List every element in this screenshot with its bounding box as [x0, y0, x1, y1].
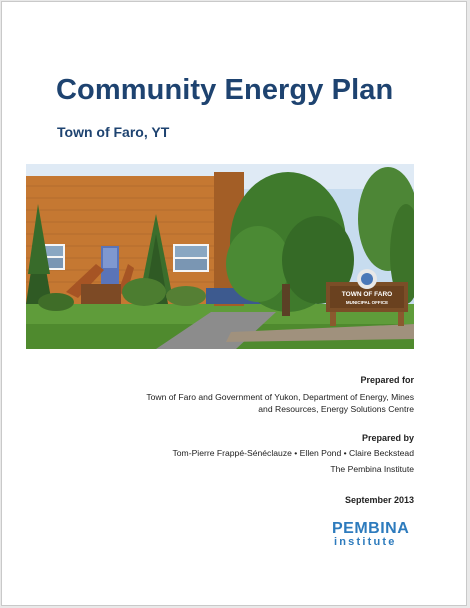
document-page [1, 1, 467, 606]
pembina-logo [332, 520, 414, 548]
prepared-for-line-2: and Resources, Energy Solutions Centre [258, 404, 414, 414]
sign-line-1: TOWN OF FARO [341, 291, 393, 298]
prepared-for-text [94, 391, 414, 415]
logo-main-text: PEMBINA [332, 520, 410, 537]
organization: The Pembina Institute [330, 464, 414, 474]
cover-photo [26, 164, 414, 349]
logo-sub-text: institute [334, 536, 397, 548]
page-subtitle: Town of Faro, YT [57, 124, 170, 140]
authors: Tom-Pierre Frappé-Sénéclauze • Ellen Pond • Claire Beckstead [172, 448, 414, 458]
prepared-for-label: Prepared for [360, 375, 414, 385]
page-title: Community Energy Plan [56, 74, 394, 106]
sign-line-2: MUNICIPAL OFFICE [345, 300, 389, 305]
prepared-for-line-1: Town of Faro and Government of Yukon, Department of Energy, Mines [146, 392, 414, 402]
publication-date: September 2013 [344, 495, 414, 505]
prepared-by-label: Prepared by [361, 433, 414, 443]
